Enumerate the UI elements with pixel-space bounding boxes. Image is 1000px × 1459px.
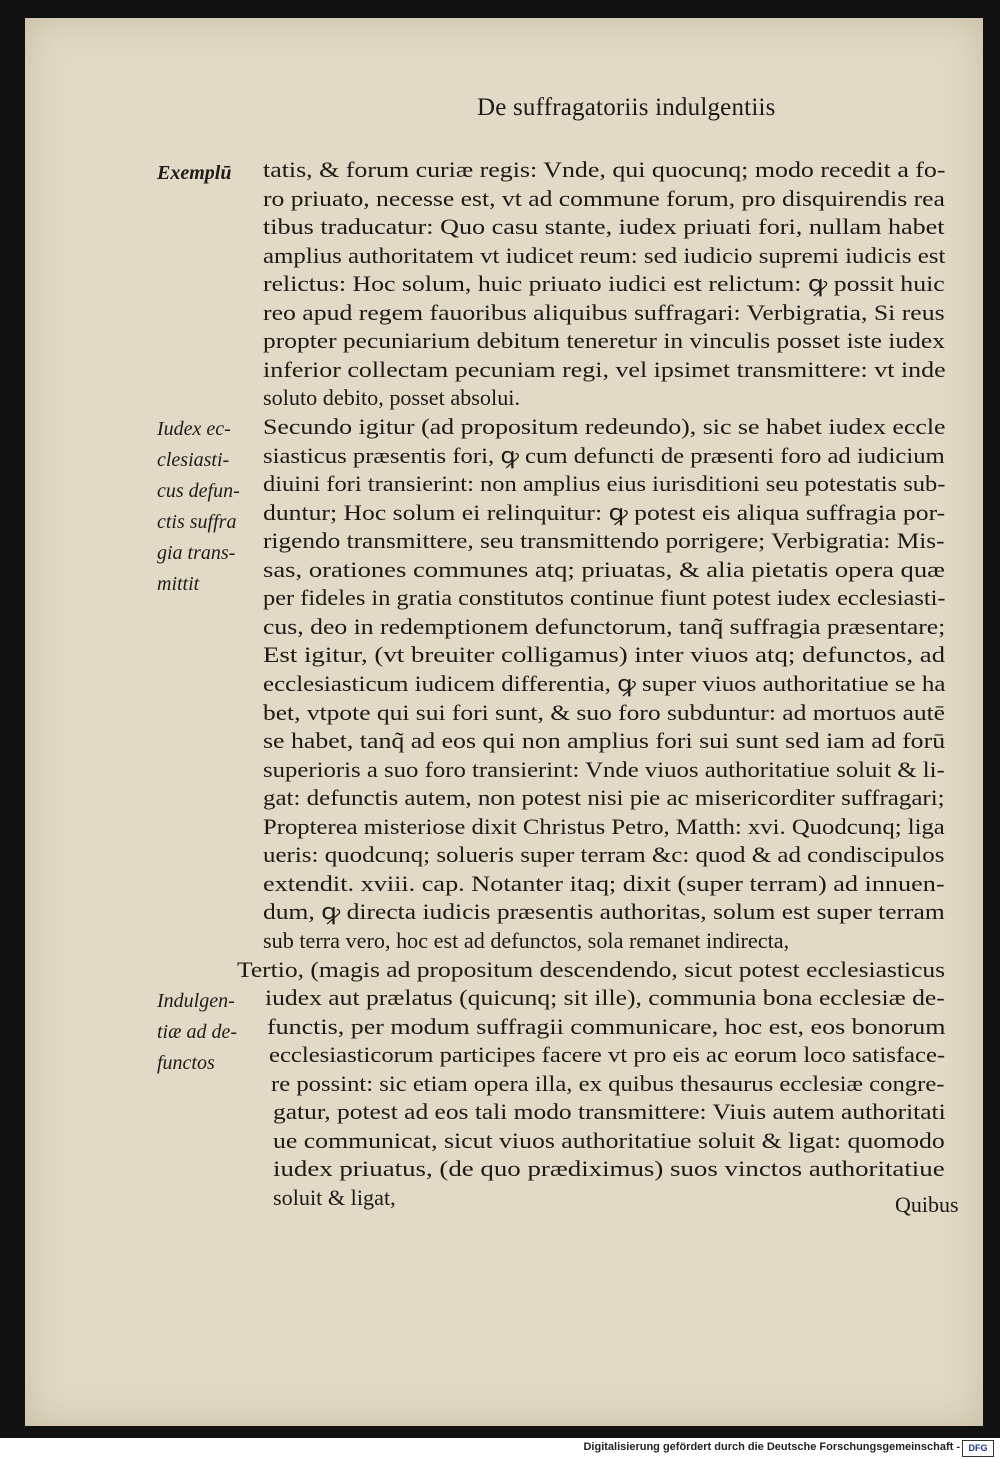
text-line: cus, deo in redemptionem defunctorum, tanq̃ suffragia præsentare; xyxy=(263,613,946,639)
text-line: ueris: quodcunq; solueris super terram &c: quod & ad condiscipulos xyxy=(263,842,945,868)
text-line: soluit & ligat, xyxy=(273,1185,396,1210)
text-line: se habet, tanq̃ ad eos qui non amplius fori sui sunt sed iam ad forū xyxy=(263,728,946,754)
text-line: sas, orationes communes atq; priuatas, & alia pietatis opera quæ xyxy=(263,556,945,582)
text-line: reo apud regem fauoribus aliquibus suffragari: Verbigratia, Si reus xyxy=(263,299,945,325)
dfg-logo: DFG xyxy=(962,1440,994,1457)
text-line: relictus: Hoc solum, huic priuato iudici est relictum: ꝙ possit huic xyxy=(263,271,945,297)
text-line: dum, ꝙ directa iudicis præsentis authoritas, solum est super terram xyxy=(263,899,945,925)
text-line: amplius authoritatem vt iudicet reum: sed iudicio supremi iudicis est xyxy=(263,242,946,268)
margin-note-line: functos xyxy=(157,1052,215,1074)
text-line: bet, vtpote qui sui fori sunt, & suo foro subduntur: ad mortuos autē xyxy=(263,699,946,725)
text-line: extendit. xviii. cap. Notanter itaq; dixit (super terram) ad innuen- xyxy=(263,870,945,896)
text-line: sub terra vero, hoc est ad defunctos, sola remanet indirecta, xyxy=(263,928,790,953)
text-line: functis, per modum suffragii communicare, hoc est, eos bonorum xyxy=(267,1013,946,1039)
text-line: soluto debito, posset absolui. xyxy=(263,385,520,411)
margin-note-line: Indulgen- xyxy=(157,990,235,1012)
text-line: inferior collectam pecuniam regi, vel ipsimet transmittere: vt inde xyxy=(263,356,946,382)
margin-note-indulgentiae xyxy=(157,986,257,1079)
text-line: Secundo igitur (ad propositum redeundo), sic se habet iudex eccle xyxy=(263,414,946,439)
text-line: per fideles in gratia constitutos continue fiunt potest iudex ecclesiasti- xyxy=(263,585,946,611)
text-line: ro priuato, necesse est, vt ad commune forum, pro disquirendis rea xyxy=(263,185,945,211)
text-line: iudex aut prælatus (quicunq; sit ille), communia bona ecclesiæ de- xyxy=(265,985,945,1011)
text-line: diuini fori transierint: non amplius eius iurisditioni seu potestatis sub- xyxy=(263,471,946,497)
text-line: ecclesiasticorum participes facere vt pro eis ac eorum loco satisface- xyxy=(269,1042,946,1068)
text-line: Tertio, (magis ad propositum descendendo, sicut potest ecclesiasticus xyxy=(237,956,946,982)
text-line: rigendo transmittere, seu transmittendo porrigere; Verbigratia: Mis- xyxy=(263,528,945,554)
text-line: tibus traducatur: Quo casu stante, iudex priuati fori, nullam habet xyxy=(263,214,945,240)
catchword: Quibus xyxy=(895,1192,959,1217)
margin-note-line: gia trans- xyxy=(157,542,236,564)
margin-note-line: cus defun- xyxy=(157,480,240,502)
text-line: propter pecuniarium debitum teneretur in vinculis posset iste iudex xyxy=(263,328,945,354)
text-line: duntur; Hoc solum ei relinquitur: ꝙ potest eis aliqua suffragia por- xyxy=(263,499,946,525)
margin-note-line: mittit xyxy=(157,573,200,595)
margin-note-line: tiæ ad de- xyxy=(157,1021,237,1043)
text-line: superioris a suo foro transierint: Vnde viuos authoritatiue soluit & li- xyxy=(263,756,945,782)
text-line: Est igitur, (vt breuiter colligamus) inter viuos atq; defunctos, ad xyxy=(263,642,946,668)
text-line: tatis, & forum curiæ regis: Vnde, qui quocunq; modo recedit a fo- xyxy=(263,157,946,182)
text-line: ecclesiasticum iudicem differentia, ꝙ super viuos authoritatiue se ha xyxy=(263,671,946,696)
text-line: re possint: sic etiam opera illa, ex quibus thesaurus ecclesiæ congre- xyxy=(271,1070,945,1096)
text-line: siasticus præsentis fori, ꝙ cum defuncti de præsenti foro ad iudicium xyxy=(263,442,945,468)
text-line: gat: defunctis autem, non potest nisi pie ac misericorditer suffragari; xyxy=(263,785,945,811)
margin-note-line: Exemplū xyxy=(157,162,232,184)
text-line: Propterea misteriose dixit Christus Petro, Matth: xvi. Quodcunq; liga xyxy=(263,813,945,839)
margin-note-exemplum xyxy=(157,158,257,189)
footer-credit: Digitalisierung gefördert durch die Deutsche Forschungsgemeinschaft - xyxy=(583,1441,960,1453)
text-line: ue communicat, sicut viuos authoritatiue soluit & ligat: quomodo xyxy=(273,1127,945,1153)
margin-note-line: Iudex ec- xyxy=(157,418,231,440)
book-page xyxy=(25,18,983,1426)
text-line: gatur, potest ad eos tali modo transmittere: Viuis autem authoritati xyxy=(273,1099,946,1125)
footer-bar xyxy=(0,1438,1000,1459)
margin-note-line: ctis suffra xyxy=(157,511,237,533)
running-head: De suffragatoriis indulgentiis xyxy=(477,94,776,121)
text-line: iudex priuatus, (de quo prædiximus) suos vinctos authoritatiue xyxy=(273,1156,945,1182)
margin-note-line: clesiasti- xyxy=(157,449,230,471)
margin-note-iudex xyxy=(157,414,257,600)
